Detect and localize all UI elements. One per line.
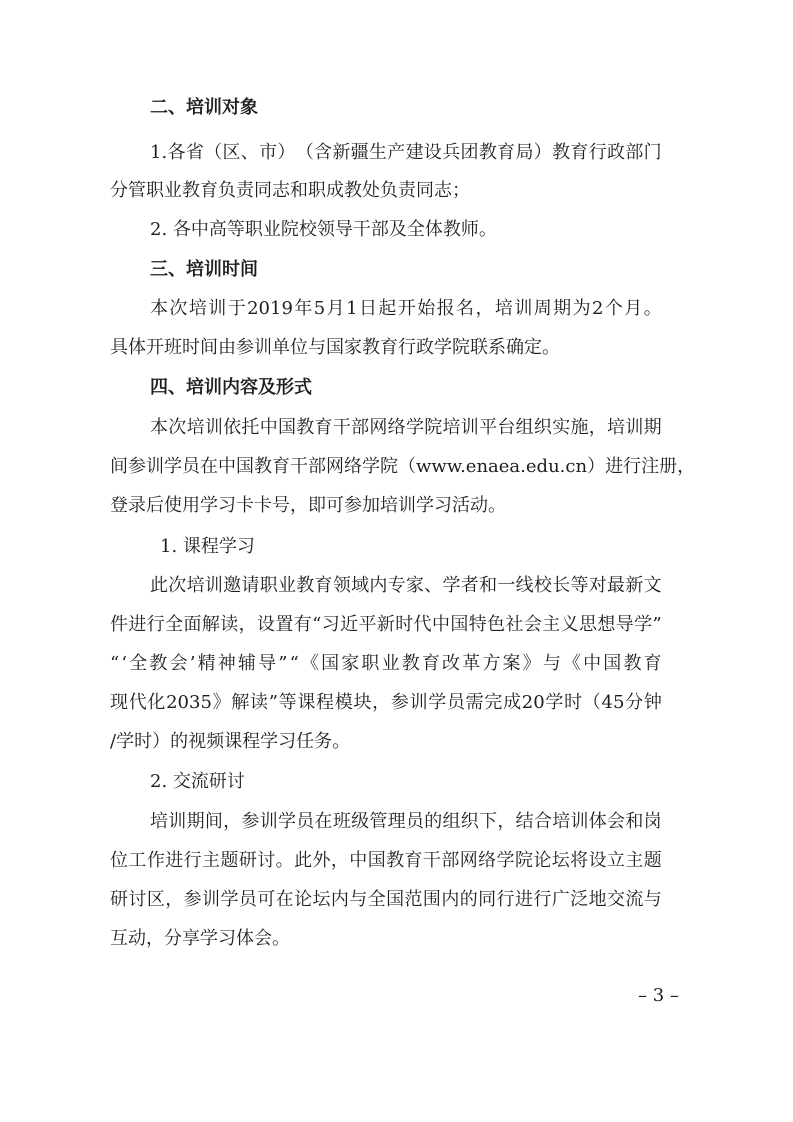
text-line: 间 参 训 学 员 在 中 国 教 育 干 部 网 络 学 院 （ www.enaea.edu.cn ） 进 行 注 册 ， — [110, 456, 696, 477]
text-line: 分管职业教育负责同志和职成教处负责同志； — [110, 180, 470, 201]
text-line: 2. 交流研讨 — [150, 771, 245, 792]
text-line: 本 次 培 训 于 2019 年 5 月 1 日 起 开 始 报 名 ， 培 训 周 期 为 2 个 月 。 — [150, 298, 662, 319]
page-number: – 3 – — [638, 985, 679, 1006]
text-line: 研 讨 区 ， 参 训 学 员 可 在 论 坛 内 与 全 国 范 围 内 的 同 行 进 行 广 泛 地 交 流 与 — [110, 889, 662, 910]
text-line: 登录后使用学习卡卡号，即可参加培训学习活动。 — [110, 495, 506, 516]
section-heading: 三、培训时间 — [150, 259, 258, 280]
text-line: 件 进 行 全 面 解 读 ， 设 置 有 “ 习 近 平 新 时 代 中 国 特 色 社 会 主 义 思 想 导 学 ” — [110, 614, 662, 635]
text-line: 1. 课程学习 — [160, 536, 255, 557]
text-line: “ ‘ 全 教 会 ’ 精 神 辅 导 ” “ 《 国 家 职 业 教 育 改 革 方 案 》 与 《 中 国 教 育 — [110, 653, 662, 674]
text-line: 2. 各中高等职业院校领导干部及全体教师。 — [150, 219, 497, 240]
text-line: 1. 各 省 （ 区 、 市 ） （ 含 新 疆 生 产 建 设 兵 团 教 育 局 ） 教 育 行 政 部 门 — [150, 142, 662, 163]
text-line: 互动，分享学习体会。 — [110, 928, 290, 949]
text-line: 现 代 化 2035 》 解 读 ” 等 课 程 模 块 ， 参 训 学 员 需 完 成 20 学 时 （ 45 分 钟 — [110, 692, 662, 713]
text-line: 位 工 作 进 行 主 题 研 讨 。 此 外 ， 中 国 教 育 干 部 网 络 学 院 论 坛 将 设 立 主 题 — [110, 850, 662, 871]
text-line: /学时）的视频课程学习任务。 — [110, 731, 351, 752]
section-heading: 二、培训对象 — [150, 97, 258, 118]
section-heading: 四、培训内容及形式 — [150, 377, 312, 398]
text-line: 具体开班时间由参训单位与国家教育行政学院联系确定。 — [110, 337, 560, 358]
text-line: 本 次 培 训 依 托 中 国 教 育 干 部 网 络 学 院 培 训 平 台 组 织 实 施 ， 培 训 期 — [150, 417, 662, 438]
text-line: 培 训 期 间 ， 参 训 学 员 在 班 级 管 理 员 的 组 织 下 ， 结 合 培 训 体 会 和 岗 — [150, 811, 662, 832]
text-line: 此 次 培 训 邀 请 职 业 教 育 领 域 内 专 家 、 学 者 和 一 线 校 长 等 对 最 新 文 — [150, 575, 662, 596]
